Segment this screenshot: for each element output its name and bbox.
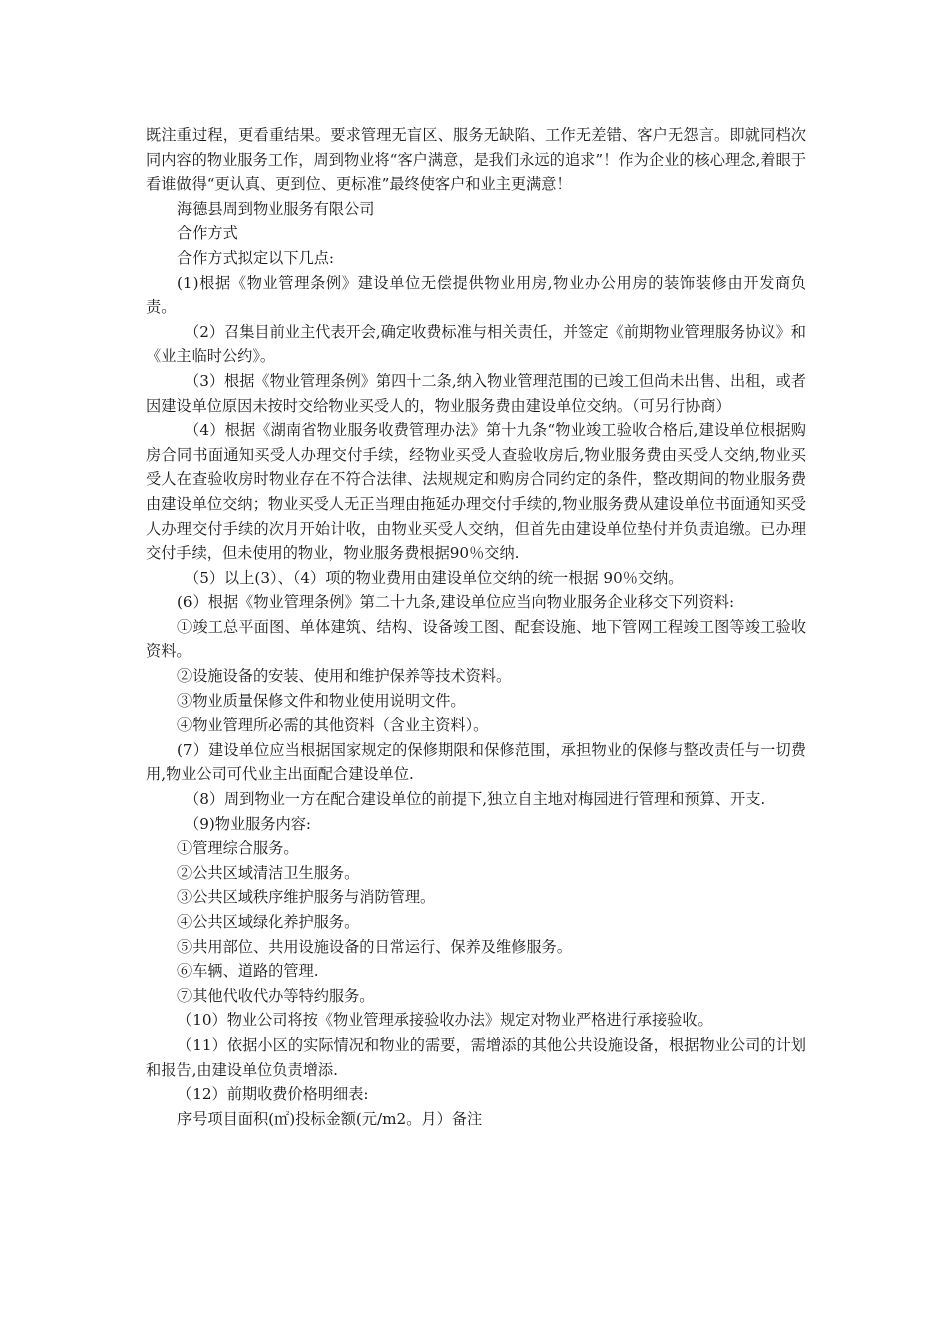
- section-heading: 合作方式: [177, 224, 238, 243]
- clause-9-item-1: ①管理综合服务。: [177, 839, 299, 858]
- clause-9: （9)物业服务内容:: [184, 814, 312, 833]
- clause-6-item-4: ④物业管理所必需的其他资料（含业主资料）。: [177, 716, 489, 735]
- clause-7: (7）建设单位应当根据国家规定的保修期限和保修范围，承担物业的保修与整改责任与一切费用,物业公司可代业主出面配合建设单位.: [146, 740, 806, 784]
- section-intro: 合作方式拟定以下几点:: [177, 248, 334, 267]
- intro-paragraph: 既注重过程，更看重结果。要求管理无盲区、服务无缺陷、工作无差错、客户无怨言。即就同档次同内容的物业服务工作，周到物业将“客户满意，是我们永远的追求”！作为企业的核心理念,着眼于看谁做得“更认真、更到位、更标准”最终使客户和业主更满意！: [146, 126, 806, 194]
- clause-9-item-3: ③公共区域秩序维护服务与消防管理。: [177, 888, 436, 907]
- clause-6-item-1: ①竣工总平面图、单体建筑、结构、设备竣工图、配套设施、地下管网工程竣工图等竣工验收资料。: [146, 617, 806, 661]
- clause-6: (6）根据《物业管理条例》第二十九条,建设单位应当向物业服务企业移交下列资料:: [177, 593, 735, 612]
- clause-6-item-2: ②设施设备的安装、使用和维护保养等技术资料。: [177, 667, 512, 686]
- clause-9-item-4: ④公共区域绿化养护服务。: [177, 913, 360, 931]
- clause-9-item-5: ⑤共用部位、共用设施设备的日常运行、保养及维修服务。: [177, 937, 572, 956]
- clause-3: （3）根据《物业管理条例》第四十二条,纳入物业管理范围的已竣工但尚未出售、出租，或者因建设单位原因未按时交给物业买受人的，物业服务费由建设单位交纳。（可另行协商）: [146, 371, 806, 415]
- clause-11: （11）依据小区的实际情况和物业的需要，需增添的其他公共设施设备，根据物业公司的计划和报告,由建设单位负责增添.: [146, 1035, 806, 1079]
- fee-table-header: 序号项目面积(㎡)投标金额(元/m2。月）备注: [177, 1109, 483, 1128]
- clause-5: （5）以上(3）、（4）项的物业费用由建设单位交纳的统一根据 90％交纳。: [184, 568, 684, 587]
- clause-9-item-6: ⑥车辆、道路的管理.: [177, 962, 319, 981]
- clause-12: （12）前期收费价格明细表:: [177, 1085, 369, 1104]
- clause-4: （4）根据《湖南省物业服务收费管理办法》第十九条“物业竣工验收合格后,建设单位根据购房合同书面通知买受人办理交付手续，经物业买受人查验收房后,物业服务费由买受人交纳,物业买受人在查验收房时物业存在不符合法律、法规规定和购房合同约定的条件，整改期间的物业服务费由建设单位交纳；物业买受人无正当理由拖延办理交付手续的,物业服务费从建设单位书面通知买受人办理交付手续的次月开始计收，由物业买受人交纳，但首先由建设单位垫付并负责追缴。已办理交付手续，但未使用的物业，物业服务费根据90％交纳.: [146, 421, 806, 563]
- clause-9-item-2: ②公共区域清洁卫生服务。: [177, 863, 360, 882]
- clause-10: （10）物业公司将按《物业管理承接验收办法》规定对物业严格进行承接验收。: [177, 1011, 713, 1030]
- clause-9-item-7: ⑦其他代收代办等特约服务。: [177, 986, 375, 1005]
- clause-8: （8）周到物业一方在配合建设单位的前提下,独立自主地对梅园进行管理和预算、开支.: [184, 790, 766, 809]
- clause-6-item-3: ③物业质量保修文件和物业使用说明文件。: [177, 691, 466, 710]
- clause-2: （2）召集目前业主代表开会,确定收费标准与相关责任，并签定《前期物业管理服务协议》和《业主临时公约》。: [146, 322, 806, 366]
- clause-1: (1)根据《物业管理条例》建设单位无偿提供物业用房,物业办公用房的装饰装修由开发商负责。: [146, 273, 806, 317]
- document-body: [146, 123, 806, 1131]
- company-name: 海德县周到物业服务有限公司: [177, 199, 375, 218]
